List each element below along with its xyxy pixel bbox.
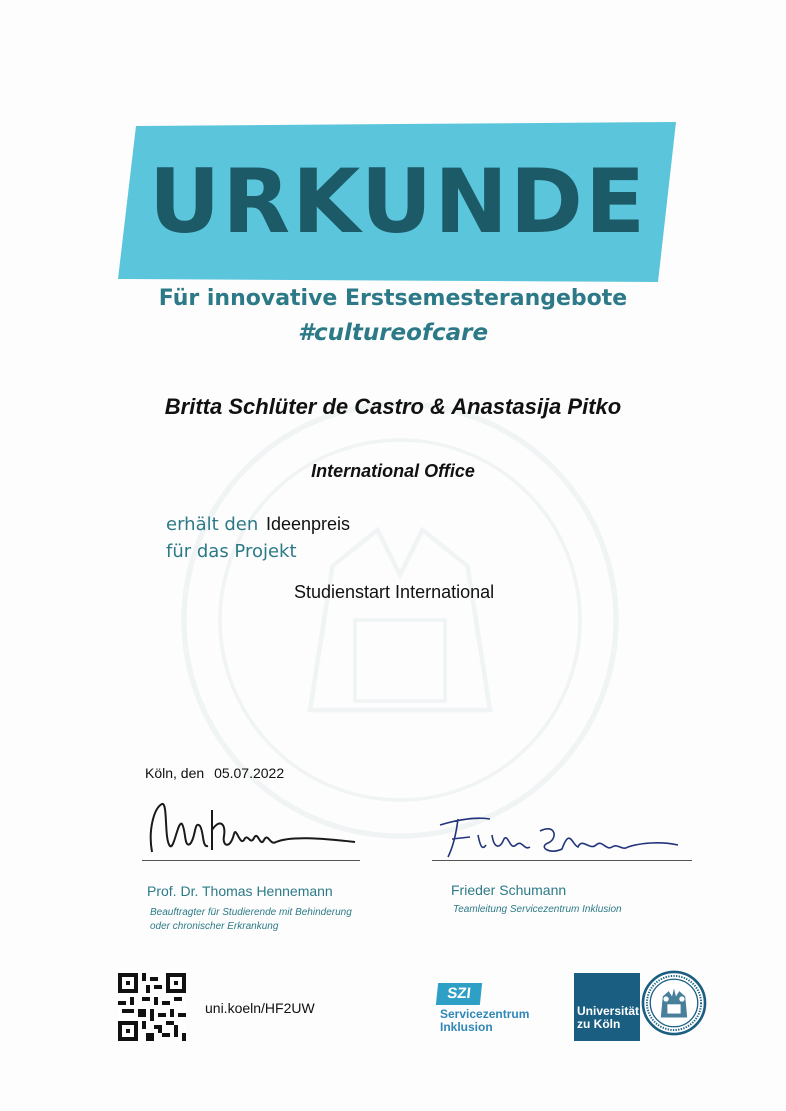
university-seal-icon [641, 970, 707, 1036]
signer-1-role-line2: oder chronischer Erkrankung [150, 921, 279, 932]
signature-line-1 [142, 860, 360, 861]
project-label: für das Projekt [166, 541, 297, 562]
subtitle: Für innovative Erstsemesterangebote [158, 286, 628, 311]
qr-code-icon [118, 973, 186, 1041]
szi-line1: Servicezentrum [440, 1007, 530, 1021]
signer-2-role-line1: Teamleitung Servicezentrum Inklusion [453, 904, 622, 915]
university-logo-text [577, 1005, 639, 1031]
date-value: 05.07.2022 [214, 765, 285, 781]
place-date-label: Köln, den [145, 765, 205, 781]
title-banner [118, 122, 678, 282]
university-line1: Universität [577, 1004, 640, 1018]
short-url: uni.koeln/HF2UW [205, 1000, 315, 1016]
szi-logo-badge: SZI [436, 983, 482, 1005]
signature-hennemann [140, 790, 360, 865]
signature-line-2 [432, 860, 692, 861]
signer-2-name: Frieder Schumann [451, 882, 567, 898]
award-name: Ideenpreis [266, 514, 351, 534]
recipients: Britta Schlüter de Castro & Anastasija Pitko [164, 394, 622, 419]
signer-2-role [453, 903, 622, 917]
signer-1-name: Prof. Dr. Thomas Hennemann [147, 883, 333, 899]
department: International Office [311, 461, 475, 481]
szi-line2: Inklusion [440, 1020, 493, 1034]
project-name: Studienstart International [294, 582, 495, 602]
certificate-title: URKUNDE [148, 150, 648, 253]
receives-label: erhält den [166, 514, 259, 535]
hashtag: #cultureofcare [297, 320, 489, 346]
signature-schumann [430, 805, 680, 865]
szi-logo-text [440, 1008, 529, 1034]
university-line2: zu Köln [577, 1017, 621, 1031]
signer-1-role [150, 906, 352, 934]
place-date [145, 765, 284, 781]
signer-1-role-line1: Beauftragter für Studierende mit Behinderung [150, 907, 352, 918]
